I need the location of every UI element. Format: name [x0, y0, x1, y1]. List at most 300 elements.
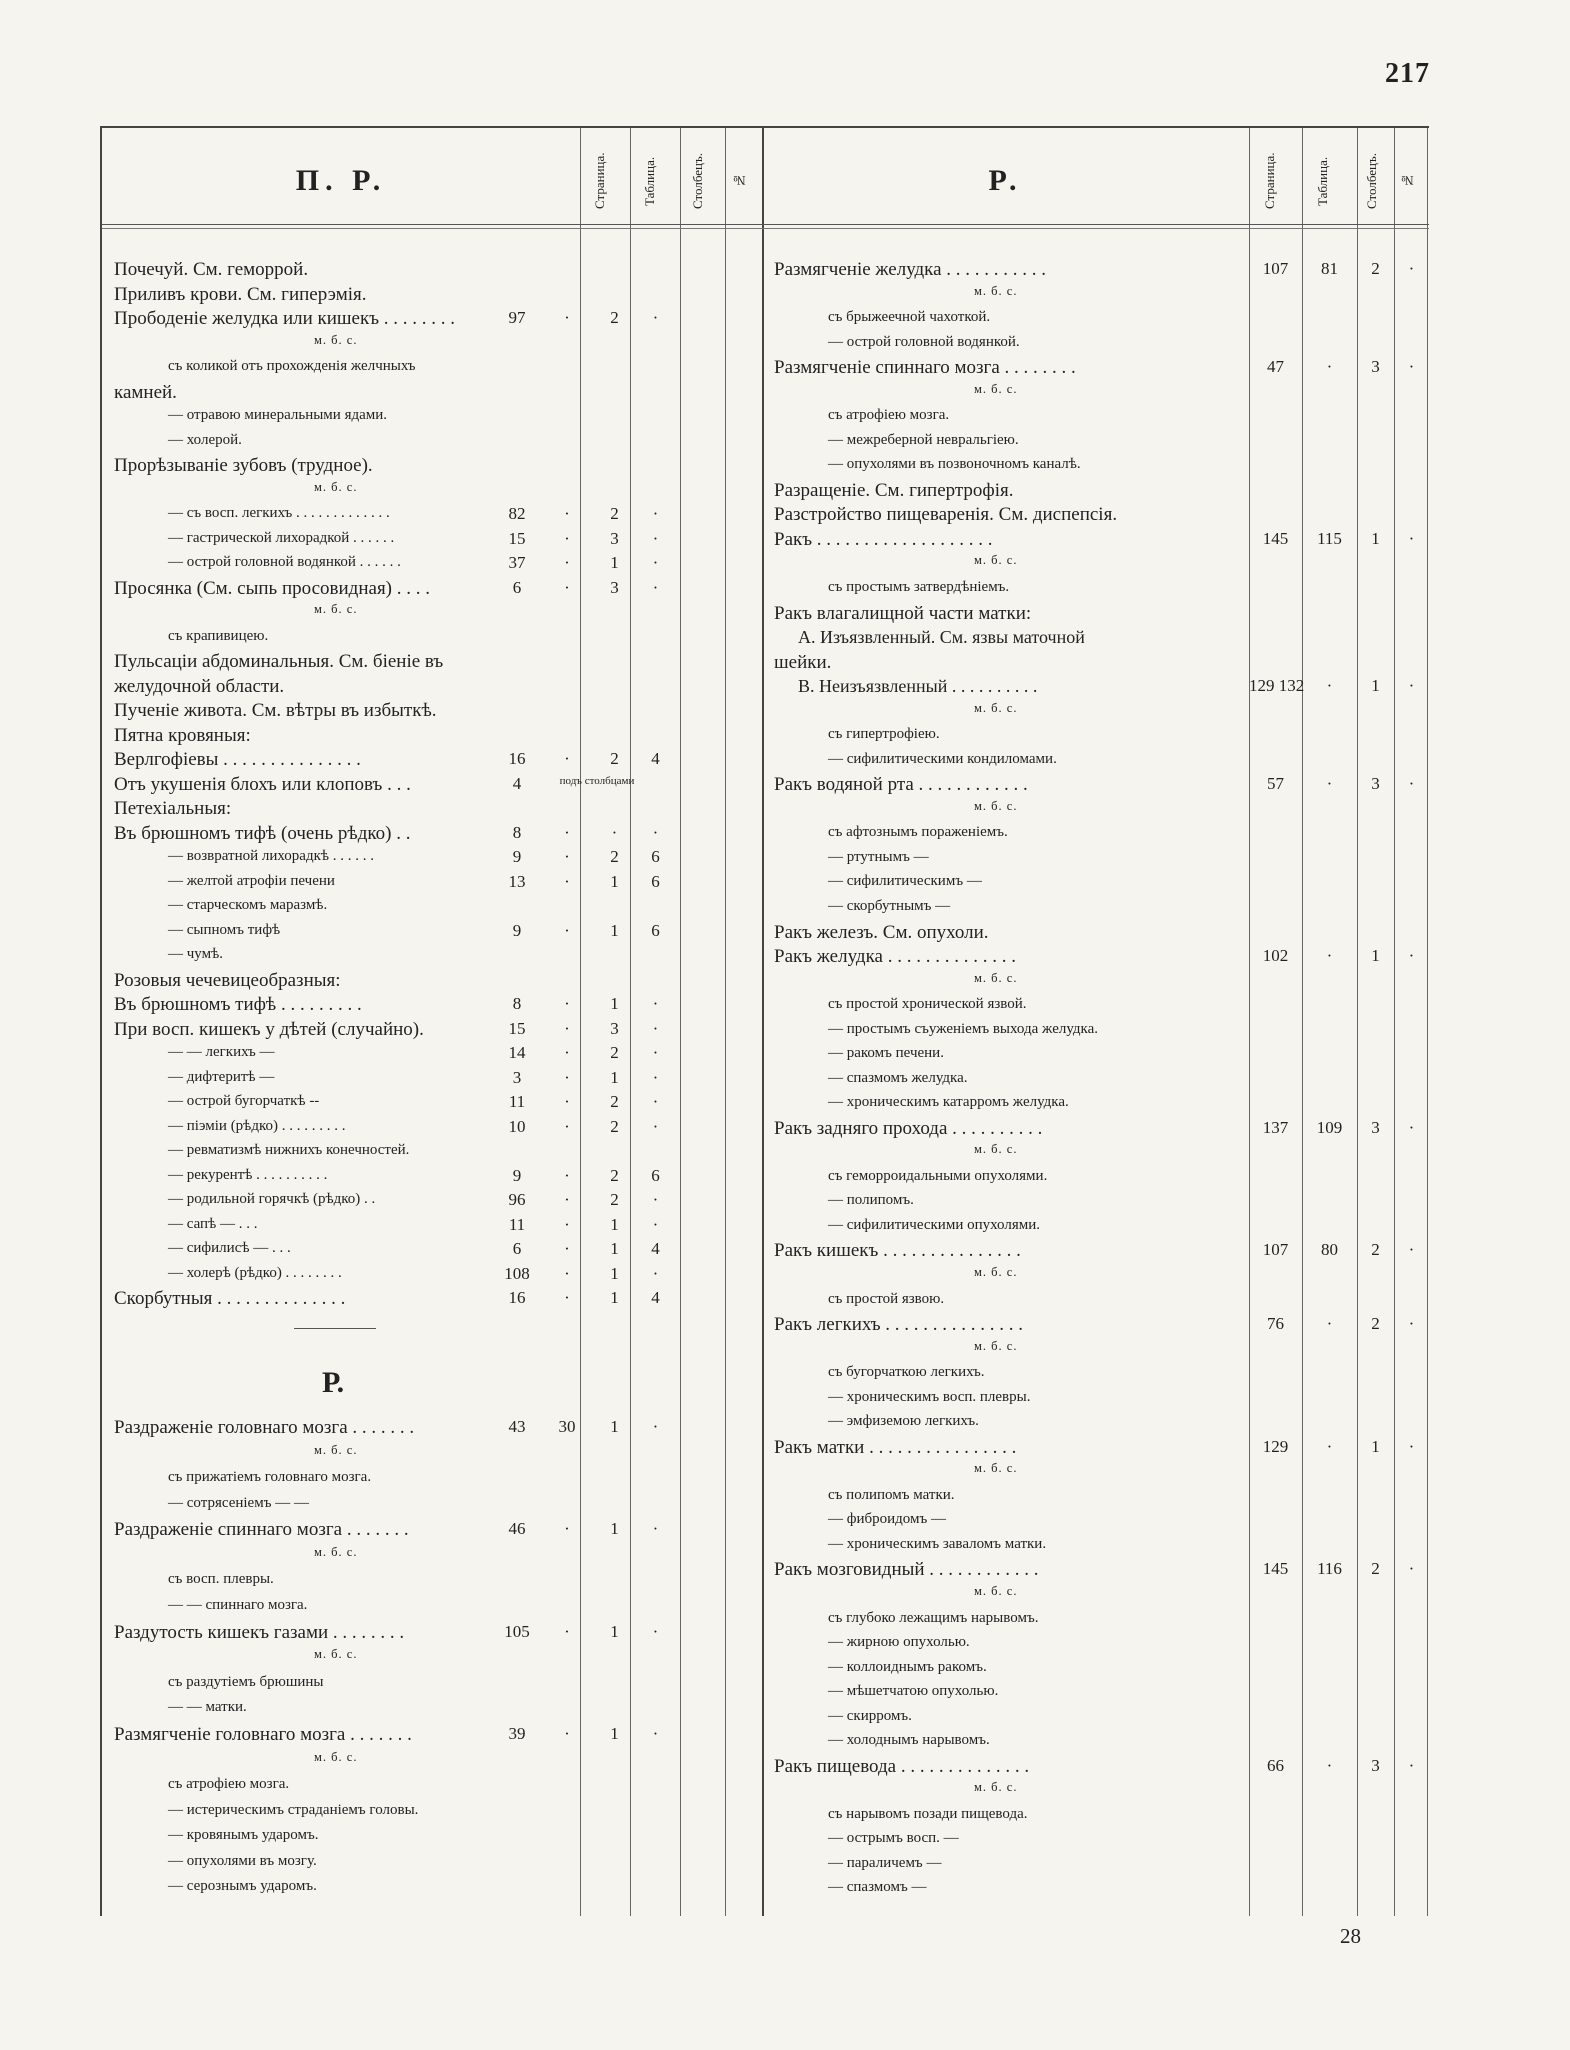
entry-text: Въ брюшномъ тифѣ . . . . . . . . . — [114, 994, 362, 1016]
entry-table: · — [1326, 1755, 1333, 1775]
entry-text: съ афтознымъ пораженіемъ. — [828, 824, 1008, 841]
entry-text: Ракъ мозговидный . . . . . . . . . . . . — [774, 1559, 1039, 1581]
entry-number: · — [652, 1417, 659, 1436]
entry-number: · — [652, 1621, 659, 1641]
entry-table: · — [1326, 946, 1333, 966]
entry-text: съ простымъ затвердѣніемъ. — [828, 578, 1010, 595]
entry-text: — мѣшетчатою опухолью. — [828, 1683, 999, 1700]
entry-text: — хроническимъ восп. плевры. — [828, 1388, 1031, 1405]
entry-text: съ геморроидальными опухолями. — [828, 1167, 1048, 1184]
entry-text: — — матки. — [168, 1699, 247, 1716]
entry-text: съ раздутіемъ брюшины — [168, 1673, 324, 1690]
entry-text: — съ восп. легкихъ . . . . . . . . . . . . . — [168, 505, 390, 522]
entry-page: 8 — [512, 994, 522, 1014]
entry-text: м. б. с. — [314, 332, 358, 347]
entry-text: Пульсаціи абдоминальныя. См. біеніе въ — [114, 651, 444, 673]
entry-text: В. Неизъязвленный . . . . . . . . . . — [798, 676, 1038, 697]
entry-text: съ брыжеечной чахоткой. — [828, 309, 991, 326]
entry-page: 145 — [1262, 528, 1289, 548]
entry-text: — острымъ восп. — — [828, 1830, 959, 1847]
entry-number: · — [1408, 774, 1415, 794]
entry-table: · — [564, 1067, 570, 1087]
entry-page: 13 — [508, 871, 526, 891]
entry-text: Петехіальныя: — [114, 798, 232, 820]
center-divider — [762, 128, 764, 1916]
entry-table: 80 — [1321, 1240, 1338, 1260]
entry-text: Ракъ железъ. См. опухоли. — [774, 921, 989, 943]
entry-page: 14 — [508, 1043, 526, 1063]
entry-text: — сифилитическими опухолями. — [828, 1216, 1041, 1233]
entry-text: съ крапивицею. — [168, 627, 269, 644]
entry-table: · — [564, 308, 570, 328]
entry-page: 16 — [508, 1288, 526, 1308]
entry-text: м. б. с. — [974, 1142, 1018, 1157]
entry-text: м. б. с. — [974, 700, 1018, 715]
entry-number: · — [1408, 1755, 1415, 1775]
entry-text: — опухолями въ позвоночномъ каналѣ. — [828, 456, 1081, 473]
entry-column: 2 — [1371, 1559, 1380, 1579]
entry-text: — кровянымъ ударомъ. — [168, 1827, 319, 1844]
entry-text: Ракъ кишекъ . . . . . . . . . . . . . . . — [774, 1240, 1021, 1262]
entry-page: 16 — [508, 749, 526, 769]
entry-text: — скирромъ. — [828, 1707, 912, 1724]
entry-number: 6 — [651, 871, 660, 891]
entry-text: — дифтеритѣ — — [168, 1068, 275, 1085]
entry-text: — холерой. — [168, 431, 242, 448]
entry-page: 107 — [1262, 1240, 1289, 1260]
entry-table: · — [564, 920, 570, 940]
entry-text: Пученіе живота. См. вѣтры въ избыткѣ. — [114, 700, 437, 722]
entry-text: — сифилитическими кондиломами. — [828, 750, 1057, 767]
entry-text: камней. — [114, 381, 177, 403]
entry-table: · — [564, 1092, 570, 1112]
entry-page: 15 — [508, 1018, 526, 1038]
entry-text: Пятна кровяныя: — [114, 724, 251, 746]
entry-column: 2 — [1371, 1314, 1380, 1334]
entry-number: · — [1408, 1240, 1415, 1260]
entry-page: 108 — [504, 1263, 530, 1283]
entry-table: · — [564, 1621, 570, 1641]
entry-table: · — [564, 1214, 570, 1234]
entry-text: съ полипомъ матки. — [828, 1486, 955, 1503]
entry-number: 4 — [651, 1288, 660, 1308]
left-header-no: № — [732, 173, 747, 189]
entry-text: съ атрофіею мозга. — [828, 407, 950, 424]
entry-text: — возвратной лихорадкѣ . . . . . . — [168, 848, 375, 865]
entry-text: — жирною опухолью. — [828, 1634, 970, 1651]
index-table — [100, 126, 1429, 1916]
entry-number: · — [652, 1116, 659, 1136]
entry-text: А. Изъязвленный. См. язвы маточной — [798, 627, 1085, 648]
entry-table: · — [564, 994, 570, 1014]
entry-table: · — [564, 749, 570, 769]
header-rule — [102, 224, 1429, 225]
entry-table: · — [564, 847, 570, 867]
entry-number: · — [652, 1043, 659, 1063]
entry-table: · — [564, 871, 570, 891]
entry-number: · — [1408, 357, 1415, 377]
entry-text: Разстройство пищеваренія. См. диспепсія. — [774, 504, 1118, 526]
entry-page: 39 — [508, 1723, 526, 1743]
entry-number: · — [652, 308, 659, 328]
entry-page: 15 — [508, 528, 526, 548]
entry-text: Размягченіе спиннаго мозга . . . . . . . . — [774, 357, 1076, 379]
entry-text: — гастрической лихорадкой . . . . . . — [168, 529, 395, 546]
entry-column: 1 — [610, 871, 619, 891]
entry-number: · — [652, 1092, 659, 1112]
entry-text: Раздраженіе головнаго мозга . . . . . . . — [114, 1417, 415, 1438]
entry-text: съ гипертрофіею. — [828, 726, 940, 743]
entry-column: 1 — [610, 1519, 619, 1539]
entry-text: Размягченіе головнаго мозга . . . . . . . — [114, 1723, 412, 1745]
entry-text: — ревматизмѣ нижнихъ конечностей. — [168, 1142, 410, 1159]
right-col-divider-no — [1394, 128, 1395, 1916]
entry-table: · — [564, 1288, 570, 1308]
entry-table: · — [564, 1519, 570, 1539]
entry-number: 4 — [651, 1239, 660, 1259]
entry-column: 2 — [610, 1165, 619, 1185]
entry-text: Размягченіе желудка . . . . . . . . . . . — [774, 259, 1047, 280]
left-col-divider-column — [680, 128, 681, 1916]
entry-text: Раздутость кишекъ газами . . . . . . . . — [114, 1621, 405, 1643]
entry-column: 1 — [610, 994, 619, 1014]
entry-text: Прободеніе желудка или кишекъ . . . . . . . . — [114, 308, 456, 330]
entry-page: 57 — [1267, 774, 1284, 794]
entry-column: 1 — [610, 1067, 619, 1087]
entry-text: — спазмомъ — — [828, 1879, 927, 1896]
entry-number: · — [652, 822, 659, 842]
entry-text: — чумѣ. — [168, 946, 223, 963]
entry-table: · — [1326, 676, 1333, 696]
entry-text: — холерѣ (рѣдко) . . . . . . . . — [168, 1264, 342, 1281]
left-header-column: Столбецъ. — [690, 153, 705, 209]
entry-number: · — [652, 1018, 659, 1038]
right-header-table: Таблица. — [1315, 156, 1330, 206]
entry-table: · — [1326, 774, 1333, 794]
entry-text: съ атрофіею мозга. — [168, 1776, 290, 1793]
entry-text: — сапѣ — . . . — [168, 1215, 258, 1232]
entry-column: 1 — [610, 1263, 619, 1283]
entry-number: 4 — [651, 749, 660, 769]
entry-text: — хроническимъ заваломъ матки. — [828, 1535, 1047, 1552]
entry-page: 76 — [1267, 1314, 1284, 1334]
entry-text: Верлгофіевы . . . . . . . . . . . . . . . — [114, 749, 361, 771]
entry-page: 47 — [1267, 357, 1284, 377]
right-col-divider-table — [1302, 128, 1303, 1916]
entry-column: 3 — [610, 1018, 619, 1038]
entry-column: 3 — [1371, 1755, 1380, 1775]
entry-number: 6 — [651, 920, 660, 940]
entry-text: м. б. с. — [974, 970, 1018, 985]
entry-text: — эмфиземою легкихъ. — [828, 1413, 979, 1430]
entry-text: — родильной горячкѣ (рѣдко) . . — [168, 1191, 376, 1208]
entry-text: — сыпномъ тифѣ — [168, 921, 281, 938]
section-separator — [294, 1328, 376, 1329]
entry-number: · — [652, 1214, 659, 1234]
entry-number: · — [1408, 1559, 1415, 1579]
entry-text: — отравою минеральными ядами. — [168, 407, 388, 424]
right-header-title: Р. — [988, 164, 1023, 197]
entry-number: · — [652, 528, 659, 548]
entry-text: — простымъ съуженіемъ выхода желудка. — [828, 1020, 1098, 1037]
entry-text: — коллоиднымъ ракомъ. — [828, 1658, 987, 1675]
entry-number: · — [1408, 259, 1415, 278]
entry-text: Почечуй. См. геморрой. — [114, 259, 309, 280]
entry-text: Разращеніе. См. гипертрофія. — [774, 479, 1014, 501]
entry-page: 11 — [508, 1092, 526, 1112]
entry-text: м. б. с. — [314, 1442, 358, 1457]
entry-table: · — [564, 822, 570, 842]
entry-column: 2 — [610, 1043, 619, 1063]
entry-column: 3 — [610, 577, 619, 597]
entry-column: 2 — [610, 504, 619, 524]
entry-text: — фиброидомъ — — [828, 1511, 947, 1528]
entry-text: м. б. с. — [974, 1780, 1018, 1795]
entry-page: 46 — [508, 1519, 526, 1539]
entry-page: 4 — [512, 773, 522, 793]
entry-number: · — [652, 1519, 659, 1539]
entry-text: — хроническимъ катарромъ желудка. — [828, 1094, 1069, 1111]
entry-text: съ прижатіемъ головнаго мозга. — [168, 1469, 372, 1486]
entry-column: 1 — [610, 920, 619, 940]
entry-text: съ простой язвою. — [828, 1290, 945, 1307]
entry-text: Ракъ . . . . . . . . . . . . . . . . . . . — [774, 528, 993, 550]
entry-text: м. б. с. — [314, 479, 358, 494]
entry-page: 37 — [508, 553, 526, 573]
entry-text: Скорбутныя . . . . . . . . . . . . . . — [114, 1288, 346, 1310]
entry-page: 11 — [508, 1214, 526, 1234]
entry-table: · — [564, 1165, 570, 1185]
entry-table: · — [564, 1263, 570, 1283]
entry-number: · — [1408, 946, 1415, 966]
entry-text: — межреберной невральгіею. — [828, 431, 1019, 448]
entry-number: · — [652, 1723, 659, 1743]
entry-column: 1 — [1371, 676, 1380, 696]
entry-text: съ коликой отъ прохожденія желчныхъ — [168, 358, 416, 375]
entry-table: подъ столбцами — [559, 774, 635, 787]
right-header-no: № — [1400, 173, 1415, 189]
entry-text: — — легкихъ — — [168, 1044, 275, 1061]
entry-number: · — [652, 1067, 659, 1087]
entry-text: м. б. с. — [974, 798, 1018, 813]
entry-column: 3 — [1371, 1117, 1380, 1137]
entry-number: · — [1408, 1314, 1415, 1334]
entry-page: 97 — [508, 308, 526, 328]
entry-text: Ракъ задняго прохода . . . . . . . . . . — [774, 1117, 1043, 1139]
entry-page: 66 — [1267, 1755, 1284, 1775]
entry-text: съ нарывомъ позади пищевода. — [828, 1805, 1028, 1822]
entry-text: — полипомъ. — [828, 1192, 914, 1209]
entry-column: 2 — [1371, 1240, 1380, 1260]
entry-page: 129 — [1262, 1436, 1289, 1456]
entry-page: 105 — [504, 1621, 530, 1641]
entry-text: м. б. с. — [974, 553, 1018, 568]
entry-column: 1 — [1371, 528, 1380, 548]
entry-column: 3 — [1371, 774, 1380, 794]
entry-text: м. б. с. — [974, 1584, 1018, 1598]
entry-page: 96 — [508, 1190, 526, 1210]
entry-text: — піэміи (рѣдко) . . . . . . . . . — [168, 1117, 346, 1134]
section-heading-r: Р. — [322, 1366, 345, 1399]
entry-number: · — [652, 553, 659, 573]
entry-text: — острой головной водянкой. — [828, 333, 1020, 350]
entry-table: · — [564, 1018, 570, 1038]
entry-text: — острой бугорчаткѣ -- — [168, 1093, 320, 1110]
entry-text: Розовыя чечевицеобразныя: — [114, 969, 341, 991]
page-number: 217 — [1385, 58, 1430, 89]
entry-column: 1 — [1371, 1436, 1380, 1456]
entry-page: 8 — [512, 822, 522, 842]
entry-text: — желтой атрофіи печени — [168, 872, 335, 889]
entry-page: 137 — [1262, 1117, 1289, 1137]
entry-text: м. б. с. — [974, 381, 1018, 396]
entry-page: 107 — [1262, 259, 1289, 278]
entry-text: м. б. с. — [974, 283, 1018, 298]
entry-page: 102 — [1262, 946, 1289, 966]
entry-text: м. б. с. — [314, 1647, 358, 1662]
entry-text: м. б. с. — [974, 1461, 1018, 1476]
entry-text: — острой головной водянкой . . . . . . — [168, 554, 401, 571]
entry-text: — — спиннаго мозга. — [168, 1597, 308, 1614]
entry-column: · — [611, 822, 618, 842]
entry-column: 3 — [1371, 357, 1380, 377]
entry-text: шейки. — [774, 651, 832, 673]
sheet-number: 28 — [1340, 1924, 1361, 1948]
entry-text: — старческомъ маразмѣ. — [168, 897, 328, 914]
entry-text: — серознымъ ударомъ. — [168, 1878, 317, 1895]
entry-column: 3 — [610, 528, 619, 548]
entry-text: — рекурентѣ . . . . . . . . . . — [168, 1166, 328, 1183]
entry-column: 1 — [610, 1723, 619, 1743]
entry-column: 2 — [610, 1190, 619, 1210]
entry-text: — параличемъ — — [828, 1854, 942, 1871]
entry-column: 2 — [610, 749, 619, 769]
entry-text: Въ брюшномъ тифѣ (очень рѣдко) . . — [114, 822, 411, 844]
entry-table: · — [564, 528, 570, 548]
entry-number: 6 — [651, 1165, 660, 1185]
entry-column: 2 — [1371, 259, 1380, 278]
entry-column: 1 — [610, 1214, 619, 1234]
entry-number: · — [1408, 528, 1415, 548]
entry-text: Раздраженіе спиннаго мозга . . . . . . . — [114, 1519, 409, 1541]
entry-column: 2 — [610, 847, 619, 867]
entry-text: Прорѣзываніе зубовъ (трудное). — [114, 455, 373, 477]
entry-text: м. б. с. — [314, 1544, 358, 1559]
entry-text: Ракъ влагалищной части матки: — [774, 602, 1032, 624]
left-header-table: Таблица. — [642, 156, 657, 206]
entry-table: · — [564, 1239, 570, 1259]
entry-number: 6 — [651, 847, 660, 867]
entry-column: 1 — [610, 1417, 619, 1436]
right-header-column: Столбецъ. — [1364, 153, 1379, 209]
entry-table: · — [564, 1116, 570, 1136]
entry-column: 1 — [610, 553, 619, 573]
entry-text: — сифилитическимъ — — [828, 873, 982, 890]
entry-table: · — [1326, 1436, 1333, 1456]
right-header-page: Страница. — [1262, 152, 1277, 210]
entry-text: Ракъ пищевода . . . . . . . . . . . . . . — [774, 1755, 1030, 1777]
entry-text: При восп. кишекъ у дѣтей (случайно). — [114, 1018, 424, 1040]
entry-text: съ бугорчаткою легкихъ. — [828, 1364, 985, 1381]
entry-text: Отъ укушенія блохъ или клоповъ . . . — [114, 773, 411, 795]
entry-column: 2 — [610, 308, 619, 328]
entry-number: · — [652, 577, 659, 597]
entry-page: 6 — [512, 1239, 522, 1259]
entry-text: Просянка (См. сыпь просовидная) . . . . — [114, 577, 431, 599]
entry-page: 9 — [512, 1165, 522, 1185]
entry-column: 2 — [610, 1092, 619, 1112]
entry-page: 9 — [512, 920, 522, 940]
entry-table: · — [564, 553, 570, 573]
right-edge — [1427, 128, 1428, 1916]
left-col-divider-no — [725, 128, 726, 1916]
entry-page: 3 — [512, 1067, 522, 1087]
entry-text: — спазмомъ желудка. — [828, 1069, 968, 1086]
entry-text: съ глубоко лежащимъ нарывомъ. — [828, 1609, 1039, 1626]
entry-text: съ простой хронической язвой. — [828, 996, 1027, 1013]
right-col-divider-column — [1357, 128, 1358, 1916]
entry-text: Ракъ водяной рта . . . . . . . . . . . . — [774, 774, 1028, 796]
entry-table: 81 — [1321, 259, 1338, 278]
entry-text: — ракомъ печени. — [828, 1045, 944, 1062]
entry-table: · — [564, 504, 570, 524]
entry-text: — скорбутнымъ — — [828, 897, 951, 914]
entry-text: съ восп. плевры. — [168, 1571, 274, 1588]
entry-column: 2 — [610, 1116, 619, 1136]
entry-text: Ракъ матки . . . . . . . . . . . . . . . . — [774, 1436, 1017, 1458]
left-header-page: Страница. — [592, 152, 607, 210]
entry-text: — сотрясеніемъ — — — [168, 1494, 309, 1511]
entry-page: 43 — [508, 1417, 526, 1436]
entry-page: 82 — [508, 504, 526, 524]
entry-number: · — [652, 504, 659, 524]
entry-table: · — [1326, 357, 1333, 377]
entry-table: · — [1326, 1314, 1333, 1334]
right-col-divider-page — [1249, 128, 1250, 1916]
entry-text: м. б. с. — [974, 1265, 1018, 1280]
entry-text: — ртутнымъ — — [828, 848, 929, 865]
entry-column: 1 — [610, 1621, 619, 1641]
entry-number: · — [652, 994, 659, 1014]
entry-number: · — [652, 1263, 659, 1283]
left-header-title: П. Р. — [295, 164, 387, 197]
entry-column: 1 — [610, 1239, 619, 1259]
entry-text: — сифилисѣ — . . . — [168, 1240, 291, 1257]
entry-text: м. б. с. — [314, 602, 358, 617]
entry-text: Ракъ легкихъ . . . . . . . . . . . . . . . — [774, 1314, 1024, 1336]
entry-table: 30 — [558, 1417, 576, 1436]
entry-table: 109 — [1316, 1117, 1343, 1137]
entry-table: 116 — [1317, 1559, 1342, 1579]
entry-text: — истерическимъ страданіемъ головы. — [168, 1801, 419, 1818]
entry-page: 6 — [512, 577, 522, 597]
entry-number: · — [1408, 676, 1415, 696]
entry-text: м. б. с. — [314, 1749, 358, 1764]
entry-text: Ракъ желудка . . . . . . . . . . . . . . — [774, 946, 1016, 968]
entry-page: 129 132 — [1249, 676, 1305, 696]
entry-table: · — [564, 1723, 570, 1743]
entry-text: м. б. с. — [974, 1338, 1018, 1353]
entry-table: 115 — [1317, 528, 1342, 548]
entry-text: желудочной области. — [114, 675, 285, 697]
entry-text: Приливъ крови. См. гиперэмія. — [114, 283, 367, 305]
entry-text: — холоднымъ нарывомъ. — [828, 1732, 990, 1749]
entry-column: 1 — [610, 1288, 619, 1308]
header-rule-double — [102, 228, 1429, 229]
entry-page: 10 — [508, 1116, 526, 1136]
entry-number: · — [652, 1190, 659, 1210]
entry-number: · — [1408, 1117, 1415, 1137]
